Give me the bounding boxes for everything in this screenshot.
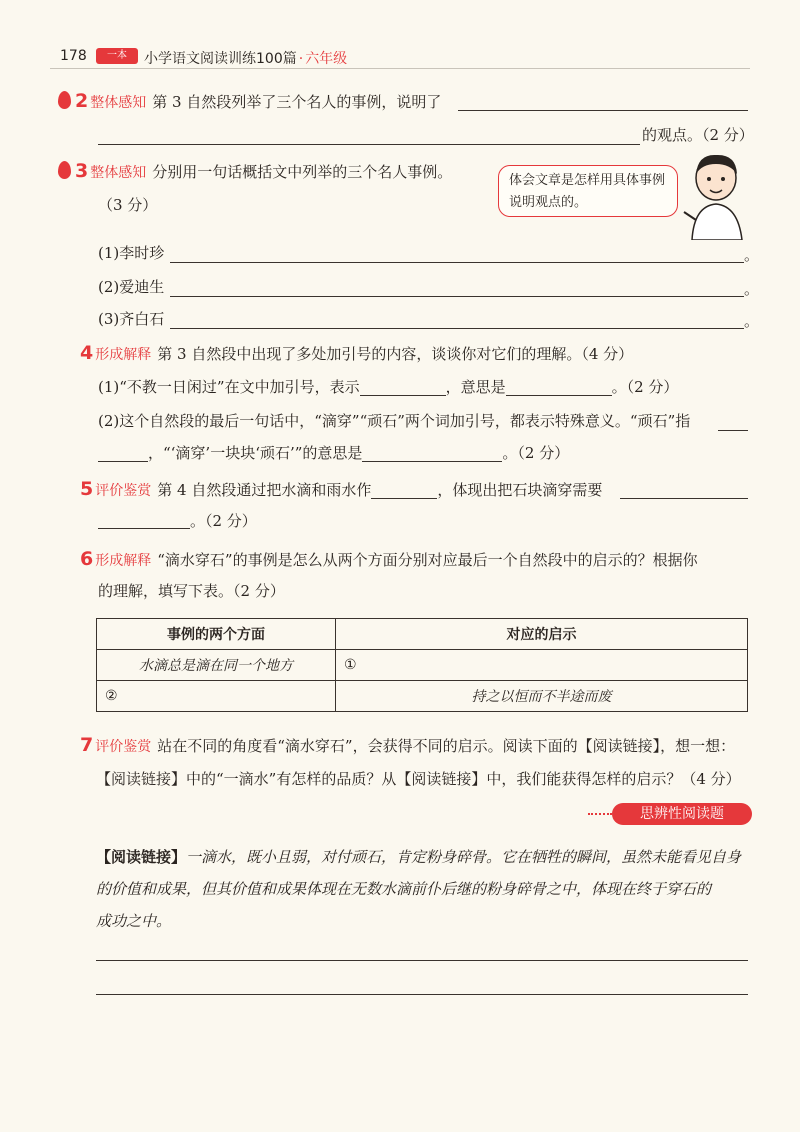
answer-line[interactable]	[96, 994, 748, 995]
question-text: 第 4 自然段通过把水滴和雨水作	[157, 481, 372, 499]
question-number: 5	[80, 478, 94, 500]
hint-bubble: 体会文章是怎样用具体事例说明观点的。	[498, 165, 678, 217]
question-7	[80, 734, 735, 758]
question-text-cont: 的理解，填写下表。（2 分）	[98, 582, 285, 600]
sub-text: ，意思是	[445, 378, 506, 396]
book-title-text: 小学语文阅读训练100篇	[144, 51, 297, 67]
answer-blank[interactable]	[362, 445, 502, 462]
flame-icon	[58, 91, 71, 109]
table-header-cell: 对应的启示	[336, 619, 748, 650]
end-mark: 。	[744, 246, 760, 264]
logo-text: 一本	[107, 50, 127, 61]
answer-line[interactable]	[458, 110, 748, 111]
item-label: (2)爱迪生	[98, 278, 165, 296]
boy-illustration-icon	[680, 150, 750, 240]
answer-blank[interactable]	[506, 379, 612, 396]
book-title	[144, 48, 347, 68]
answer-line[interactable]	[170, 262, 744, 263]
sub-text: 。（2 分）	[611, 378, 679, 396]
reading-link-line-3: 成功之中。	[96, 912, 172, 930]
question-number: 2	[75, 90, 89, 112]
question-tag: 整体感知	[90, 165, 147, 181]
question-number: 7	[80, 734, 94, 756]
question-tail: 的观点。（2 分）	[642, 126, 754, 144]
reading-link-line-2: 的价值和成果，但其价值和成果体现在无数水滴前仆后继的粉身碎骨之中，体现在终于穿石的	[96, 880, 712, 898]
sub-text: ，“‘滴穿’一块块‘顽石’”的意思是	[148, 444, 363, 462]
question-number: 6	[80, 548, 94, 570]
answer-line[interactable]	[98, 144, 640, 145]
question-text: 站在不同的角度看“滴水穿石”，会获得不同的启示。阅读下面的【阅读链接】，想一想：	[157, 737, 736, 755]
question-text: ，体现出把石块滴穿需要	[437, 481, 603, 499]
page-number: 178	[60, 48, 87, 64]
reading-link-line-1	[96, 846, 741, 868]
flame-icon	[58, 161, 71, 179]
title-separator: ·	[298, 51, 304, 67]
table-cell: 持之以恒而不半途而废	[336, 681, 748, 712]
end-mark: 。	[744, 280, 760, 298]
grade-label: 六年级	[305, 51, 348, 67]
table-cell-answer[interactable]: ①	[336, 650, 748, 681]
question-tag: 整体感知	[90, 95, 147, 111]
item-label: (1)李时珍	[98, 244, 165, 262]
badge-dots	[588, 813, 612, 815]
header-rule	[50, 68, 750, 69]
end-mark: 。	[744, 312, 760, 330]
table-cell-answer[interactable]: ②	[97, 681, 336, 712]
table-cell: 水滴总是滴在同一个地方	[97, 650, 336, 681]
question-text: 第 3 自然段中出现了多处加引号的内容，谈谈你对它们的理解。（4 分）	[157, 345, 634, 363]
answer-line[interactable]	[718, 430, 748, 431]
question-number: 3	[75, 160, 89, 182]
sub-text: 。（2 分）	[502, 444, 570, 462]
answer-line[interactable]	[620, 498, 748, 499]
question-text: 第 3 自然段列举了三个名人的事例，说明了	[152, 93, 442, 111]
question-2	[58, 90, 441, 114]
answer-blank[interactable]	[371, 482, 437, 499]
question-text-cont: 【阅读链接】中的“一滴水”有怎样的品质？从【阅读链接】中，我们能获得怎样的启示？（4 分）	[96, 770, 741, 788]
question-tag: 评价鉴赏	[95, 739, 152, 755]
question-tail: 。（2 分）	[190, 512, 257, 530]
table-header-row	[97, 619, 748, 650]
answer-blank[interactable]	[360, 379, 446, 396]
table-row	[97, 650, 748, 681]
reading-link-text: 一滴水，既小且弱，对付顽石，肯定粉身碎骨。它在牺牲的瞬间，虽然未能看见自身	[186, 848, 742, 866]
table-row	[97, 681, 748, 712]
answer-line[interactable]	[96, 960, 748, 961]
answer-line[interactable]	[170, 296, 744, 297]
question-6	[80, 548, 698, 572]
sub-question-2-cont	[98, 442, 569, 464]
question-5	[80, 478, 602, 502]
sub-text: (2)这个自然段的最后一句话中，“滴穿”“顽石”两个词加引号，都表示特殊意义。“顽石”指	[98, 412, 691, 430]
answer-line[interactable]	[98, 528, 190, 529]
book-logo	[96, 48, 138, 64]
answer-table	[96, 618, 748, 712]
sub-question-1	[98, 376, 678, 398]
question-number: 4	[80, 342, 94, 364]
item-label: (3)齐白石	[98, 310, 165, 328]
question-text: 分别用一句话概括文中列举的三个名人事例。	[152, 163, 453, 181]
sub-text: (1)“不教一日闲过”在文中加引号，表示	[98, 378, 360, 396]
sub-question-2	[98, 410, 690, 432]
question-tag: 形成解释	[95, 553, 152, 569]
question-tag: 评价鉴赏	[95, 483, 152, 499]
question-3	[58, 160, 452, 184]
question-score: （3 分）	[98, 196, 158, 214]
critical-reading-badge: 思辨性阅读题	[612, 803, 752, 825]
answer-blank[interactable]	[98, 445, 148, 462]
question-text: “滴水穿石”的事例是怎么从两个方面分别对应最后一个自然段中的启示的？根据你	[157, 551, 698, 569]
reading-link-title: 【阅读链接】	[96, 848, 187, 866]
table-header-cell: 事例的两个方面	[97, 619, 336, 650]
question-4	[80, 342, 633, 366]
question-tag: 形成解释	[95, 347, 152, 363]
answer-line[interactable]	[170, 328, 744, 329]
